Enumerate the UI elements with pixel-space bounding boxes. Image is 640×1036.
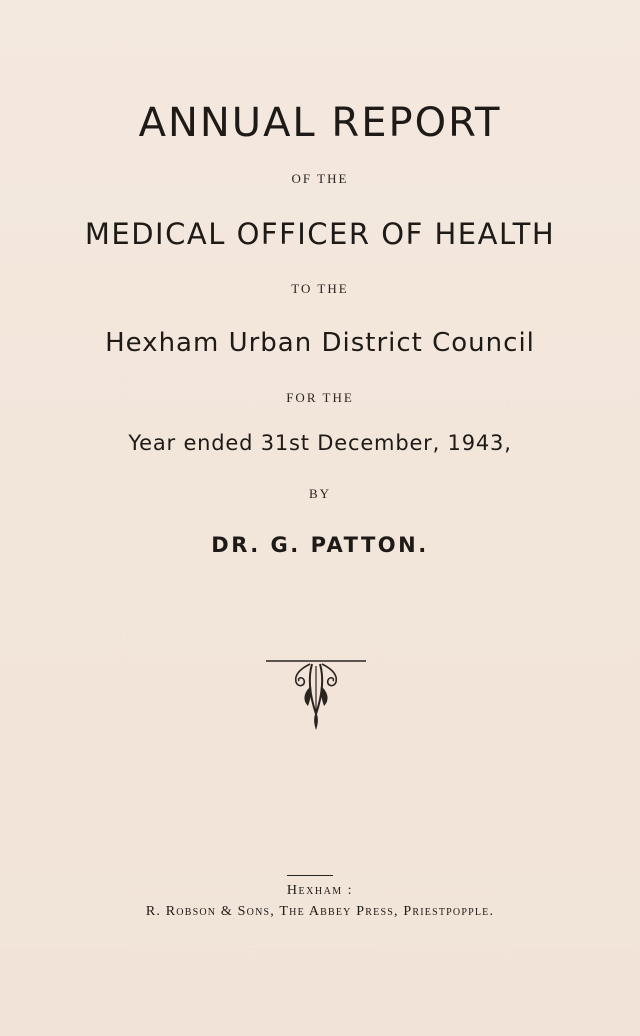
author-name: DR. G. PATTON. (211, 533, 429, 557)
connector-by: BY (308, 486, 332, 501)
report-year: Year ended 31st December, 1943, (128, 431, 512, 455)
imprint-divider (287, 875, 333, 876)
report-title: ANNUAL REPORT (138, 100, 502, 146)
imprint-place: Hexham : (286, 883, 354, 898)
council-name: Hexham Urban District Council (105, 328, 535, 358)
office-title: MEDICAL OFFICER OF HEALTH (84, 217, 556, 251)
connector-to-the: TO THE (291, 281, 349, 296)
fleuron-ornament-icon (264, 656, 368, 734)
imprint-printer: R. Robson & Sons, The Abbey Press, Priestpopple. (145, 904, 495, 919)
connector-of-the: OF THE (291, 171, 349, 186)
connector-for-the: FOR THE (286, 390, 354, 405)
